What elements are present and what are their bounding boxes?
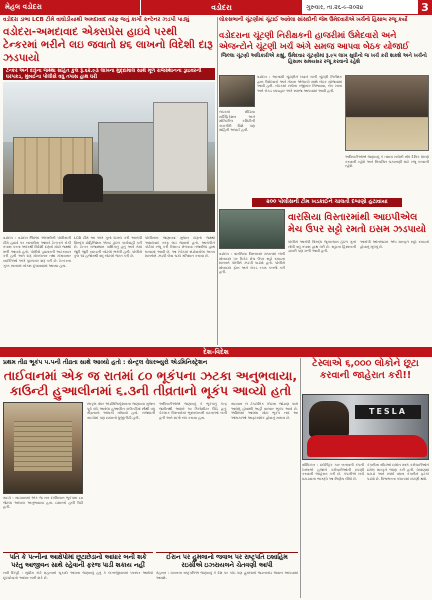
top-right-tag: ૨૦૦ પોલીસની ટીમ ખડકાઈને ચાલતી દબાણો હટાવાયા [252, 198, 402, 207]
top-left-headline: વડોદરા-અમદાવાદ એક્સપ્રેસ હાઇવે પરથી ટેન્કરમાં ભરીને લઇ જવાતો ૪૬ લાખનો વિદેશી દારૂ ઝડપાયો [3, 26, 213, 64]
tesla-logo: TESLA [355, 405, 421, 419]
betting-headline: વારસિયા વિસ્તારમાંથી આઇપીએલ મેચ ઉપર સટ્ટો રમતો ઇસમ ઝડપાયો [288, 212, 427, 235]
top-left-body-col3: પોલીસના જણાવ્યા મુજબ દારૂનો જથ્થો અમદાવાદ તરફ લઇ જવાતો હતો. આરોપીને કોર્ટમાં રજૂ કરી રિમાન્ડ મેળવવા તજવીજ હાથ ધરવામાં આવી છે. આ રેકેટમાં સંડોવાયેલા અન્ય શખ્સોને ઝડપી લેવા ચક્રો ગતિમાન કરાયા છે. [145, 236, 215, 259]
top-right-kicker: લોકસભાની ચૂંટણીમાં ચૂંટાઈ આવેલા સાંસદોની જેમ ઉમેદવારોએ ખર્ચનો હિસાબ રજૂ કર્યો [219, 17, 408, 23]
betting-body-2: પોલીસે આરોપી વિરુદ્ધ જુગારધારા હેઠળ ગુનો નોંધી વધુ તપાસ હાથ ધરી છે. સટ્ટાના હિસાબની ડાયરી પણ મળી આવી હતી. [288, 240, 356, 254]
tanker-seizure-photo [3, 82, 215, 232]
meeting-photo [345, 75, 429, 151]
tesla-body-2: કંપનીના સીઇઓ ઇલોન મસ્કે કર્મચારીઓને ઇમેલ મારફતે જાણ કરી હતી. વેચાણમાં ઘટાડો અને સ્પર્ધા વધતા કંપનીને ફટકો પડ્યો છે. વિશ્વભરના પ્લાન્ટમાં છટણી થશે. [367, 463, 429, 481]
top-left-kicker: વડોદરા ડાભા LCB ટીમે વાઘોડીયાથી અમદાવાદ તરફ જતું કાર્ગો કન્ટેનર ઝડપી પાડ્યું [3, 17, 190, 23]
date-strip [302, 0, 432, 15]
section-title: વડોદરા [140, 0, 302, 15]
top-right-body-1: વડોદરા : આગામી ચૂંટણીને ધ્યાને રાખી ચૂંટણી નિરીક્ષક દ્વારા ઉમેદવારો અને તેમના એજન્ટો સાથે બેઠક યોજવામાં આવી હતી. બેઠકમાં ખર્ચના રજીસ્ટર નિભાવવા, બેંક ખાતા અને રોકડ વ્યવહાર અંગે સમજ આપવામાં આવી હતી. [257, 75, 342, 93]
page-header [0, 0, 432, 15]
iran-headline: ઈરાન પર હુમલાનો જવાબ પર રાષ્ટ્રપતિ ઇબ્રાહિમ રઇસીએ ઇઝરાયલને ચેતવણી આપી [166, 554, 288, 569]
issue-date: ગુરુવાર, તા.૨૬-૯-૨૦૨૪ [306, 4, 364, 11]
top-left-subheadline: ટેન્કર અને દારૂના જથ્થા સહિત કુલ રૂ.૬૨.૯૩ લાખના મુદ્દામાલ સાથે મૂળ રાજસ્થાનના ડ્રાઇવરની ધરપકડ, મુંબઈના પોલીસે વધુ તપાસ હાથ ધરી [3, 68, 215, 80]
earthquake-kicker: પ્રથમ તીવ્ર ભૂકંપ ૫.૫ની તીવ્રતા સાથે આવ્યો હતો : સેન્ટ્રલ વેધરબ્યુરો એડમિનિસ્ટ્રેશન [3, 359, 208, 366]
iran-body: તેહરાન : ઇરાનના રાષ્ટ્રપતિએ જણાવ્યું કે દેશ પર કોઇ પણ હુમલાનો જડબાતોડ જવાબ આપવામાં આવશે. [156, 571, 298, 580]
tesla-body-1: વોશિંગ્ટન : ઇલેક્ટ્રિક કાર બનાવતી કંપની ટેસ્લાએ હજારો કર્મચારીઓની છટણી કરવાની જાહેરાત કરી છે. કંપનીએ ખર્ચ ઘટાડવાના ભાગરૂપે આ નિર્ણય લીધો છે. [302, 463, 364, 481]
betting-body-3: આરોપી ઓનલાઇન એપ મારફતે સટ્ટો રમાડતો હોવાનું ખુલ્યું છે. [360, 240, 429, 249]
column-divider [300, 358, 301, 598]
divorce-body: નવી દિલ્હી : સુપ્રીમ કોર્ટે મહત્વનો ચુકાદો આપતા જણાવ્યું હતું કે લગ્નજીવનમાં પરસ્પર આક્ષેપો છૂટાછેડાનો આધાર બની શકે છે. [3, 571, 153, 580]
earthquake-body-4: તાઇવાન બે ટેક્ટોનિક પ્લેટના જોડાણ પાસે આવેલું હોવાથી અહીં વારંવાર ભૂકંપ આવે છે. એપ્રિલમાં આવેલા મોટા ભૂકંપ બાદ આ આંચકાઓ આફ્ટરશોક હોવાનું મનાય છે. [231, 402, 298, 420]
top-right-body-2: અધિકારીઓએ જણાવ્યું કે તમામ ખર્ચની નોંધ દૈનિક ધોરણે કરવાની રહેશે અને નિયમિત ચકાસણી માટે રજૂ કરવાની રહેશે. [345, 155, 429, 169]
earthquake-body-2: સેન્ટ્રલ વેધર એડમિનિસ્ટ્રેશનના જણાવ્યા મુજબ પૂર્વ કાંઠે આવેલા હુઆલીન કાઉન્ટીમાં સૌથી વધુ તીવ્રતાનો આંચકો નોંધાયો હતો. રાજધાની તાઇપેમાં પણ ઇમારતો ધ્રુજી ઉઠી હતી. [87, 402, 155, 420]
iran-story [156, 552, 298, 598]
betting-arrest-photo [219, 209, 285, 249]
betting-body-1: વડોદરા : વારસિયા વિસ્તારમાં મકાનમાં બેસી મોબાઇલ પર ક્રિકેટ મેચ ઉપર સટ્ટો રમાડતા શખ્સને પોલીસે ઝડપી પાડ્યો હતો. પોલીસે મોબાઇલ ફોન અને રોકડ રકમ કબજે કરી હતી. [219, 252, 285, 275]
tesla-headline: ટેસ્લાએ ૬,૦૦૦ લોકોને છૂટા કરવાની જાહેરાત કરી!! [312, 358, 419, 381]
earthquake-building-photo [3, 402, 83, 494]
earthquake-body-3: અધિકારીઓએ જણાવ્યું કે ભૂકંપનું કેન્દ્ર જમીનથી આશરે ૧૦ કિલોમીટર ઊંડે હતું. કેટલાક વિસ્તારોમાં ભૂસ્ખલનની ઘટનાઓ બની હતી અને માર્ગો બંધ કરાયા હતા. [159, 402, 227, 420]
top-right-body-3: બેઠકમાં મીડિયા સર્ટિફિકેશન અને મોનિટરિંગ કમિટીની કામગીરી વિશે પણ માહિતી અપાઈ હતી. [219, 110, 255, 133]
top-left-body-col2: LCB ટીમે આ અંગે ગુનો દાખલ કરી આરોપી વિરુદ્ધ પ્રોહિબિશન એક્ટ હેઠળ કાર્યવાહી કરી છે. ટેન્કર રાજસ્થાન પાસિંગનું હતું અને તેમાં જુદી જુદી બ્રાન્ડની બોટલો ભરેલી હતી. પોલીસે કુલ ૧૨ હજારથી વધુ બોટલો જપ્ત કરી છે. [74, 236, 142, 259]
column-divider [217, 17, 218, 345]
tesla-photo [302, 394, 429, 460]
page-number: 3 [418, 0, 432, 15]
top-right-headline: વડોદરાના ચૂંટણી નિરીક્ષકની હાજરીમાં ઉમેદવારો અને એજન્ટોને ચૂંટણી ખર્ચ અંગે સમજ આપવા બેઠક યોજાઈ [219, 30, 409, 51]
section-band: દેશ-વિદેશ [0, 347, 432, 357]
top-right-subheadline: જિલ્લા ચૂંટણી અધિકારીએ કહ્યું, ઉમેદવાર ચૂંટણીમાં રૂ.૯૫ લાખ સુધીનો જ ખર્ચ કરી શકશે અને ખર્ચનો હિસાબ સમયસર રજૂ કરવાનો રહેશે [221, 53, 427, 65]
top-left-body-col1: વડોદરા : વડોદરા જિલ્લા એલસીબી પોલીસની ટીમે હાઇવે પર બાતમીના આધારે ટેન્કરને રોકી તપાસ કરતા અંદરથી વિદેશી દારૂનો મોટો જથ્થો મળી આવ્યો હતો. પોલીસે ડ્રાઇવરની અટકાયત કરી હતી અને દારૂ મોકલનાર તથા મંગાવનાર વ્યક્તિઓ અંગે પુછપરછ શરૂ કરી છે. ટેન્કરના ગુપ્ત ખાનામાં બોક્સ છુપાવવામાં આવ્યા હતા. [3, 236, 71, 268]
earthquake-body-1: તાઇપે : તાઇવાનમાં એક જ રાત દરમિયાન ભૂકંપના ૮૦ જેટલા આંચકા અનુભવાયા હતા. ઇમારતો હલી ઉઠી હતી. [3, 496, 83, 510]
earthquake-headline: તાઈવાનમાં એક જ રાતમાં ૮૦ ભૂકંપના ઝટકા અનુભવાયા, કાઉન્ટી હુઆલીનમાં ૬.૩ની તીવ્રતાનો ભૂકંપ આવ્યો હતો [3, 368, 298, 398]
section-left-label: મેહલ વડોદરા [0, 0, 140, 15]
divorce-headline: પતિ કે પત્નીના આક્ષેપોમાં છૂટાછેડાનો આધાર બની શકે પરંતુ આજીવન સાથે રહેવાની ફરજ પાડી શકાય નહીં [9, 554, 147, 569]
divorce-story [3, 552, 153, 598]
officer-portrait-photo [219, 75, 255, 107]
